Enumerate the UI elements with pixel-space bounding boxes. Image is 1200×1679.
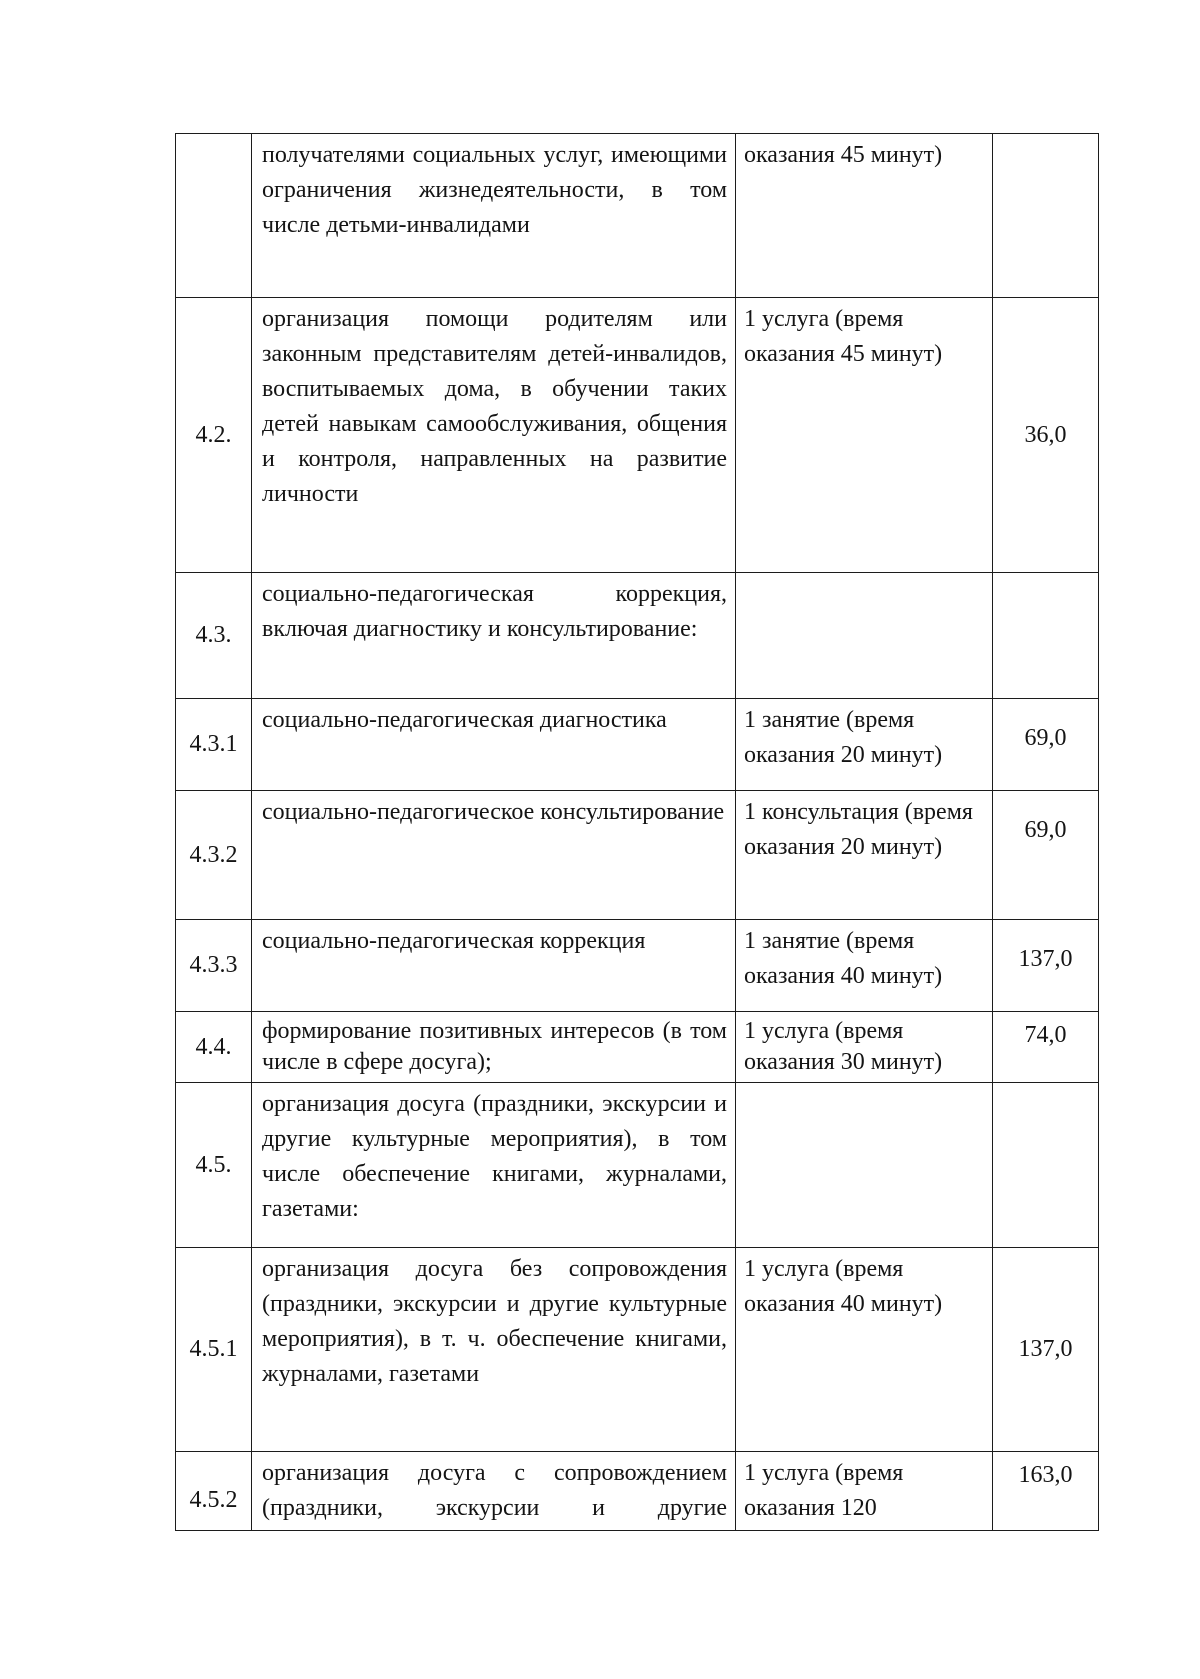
service-name: организация досуга (праздники, экскурсии и другие культурные мероприятия), в том числе обеспечение книгами, журналами, газетами:: [252, 1083, 736, 1248]
service-unit: [736, 1083, 993, 1248]
service-unit: 1 занятие (время оказания 20 минут): [736, 699, 993, 791]
service-unit: 1 занятие (время оказания 40 минут): [736, 920, 993, 1012]
table-row: [176, 791, 1099, 920]
service-name: организация досуга с сопровождением (праздники, экскурсии и другие: [252, 1452, 736, 1531]
row-number: 4.4.: [176, 1012, 252, 1083]
service-price: 137,0: [993, 920, 1099, 1012]
table-row: [176, 1083, 1099, 1248]
service-unit: 1 услуга (время оказания 30 минут): [736, 1012, 993, 1083]
table-row: [176, 699, 1099, 791]
service-name: организация досуга без сопровождения (праздники, экскурсии и другие культурные мероприятия), в т. ч. обеспечение книгами, журналами, газетами: [252, 1248, 736, 1452]
service-price: 137,0: [993, 1248, 1099, 1452]
service-price: 74,0: [993, 1012, 1099, 1083]
service-price: 69,0: [993, 699, 1099, 791]
row-number: 4.3.2: [176, 791, 252, 920]
row-number: 4.2.: [176, 298, 252, 573]
service-name: организация помощи родителям или законным представителям детей-инвалидов, воспитываемых дома, в обучении таких детей навыкам самообслуживания, общения и контроля, направленных на развитие личности: [252, 298, 736, 573]
service-price: 69,0: [993, 791, 1099, 920]
service-unit: [736, 573, 993, 699]
service-price: [993, 134, 1099, 298]
service-name: социально-педагогическая коррекция: [252, 920, 736, 1012]
table-row: [176, 573, 1099, 699]
row-number: [176, 134, 252, 298]
service-unit: 1 консультация (время оказания 20 минут): [736, 791, 993, 920]
service-name: социально-педагогическое консультирование: [252, 791, 736, 920]
table-row: [176, 1248, 1099, 1452]
row-number: 4.5.: [176, 1083, 252, 1248]
row-number: 4.3.3: [176, 920, 252, 1012]
row-number: 4.3.1: [176, 699, 252, 791]
service-price: [993, 573, 1099, 699]
services-price-table: [175, 133, 1099, 1531]
row-number: 4.5.1: [176, 1248, 252, 1452]
table-row: [176, 1012, 1099, 1083]
service-unit: 1 услуга (время оказания 120: [736, 1452, 993, 1531]
service-unit: 1 услуга (время оказания 40 минут): [736, 1248, 993, 1452]
table-row: [176, 1452, 1099, 1531]
service-name: получателями социальных услуг, имеющими ограничения жизнедеятельности, в том числе детьми-инвалидами: [252, 134, 736, 298]
table-row: [176, 920, 1099, 1012]
service-unit: 1 услуга (время оказания 45 минут): [736, 298, 993, 573]
service-name: формирование позитивных интересов (в том числе в сфере досуга);: [252, 1012, 736, 1083]
table-row: [176, 298, 1099, 573]
service-price: 163,0: [993, 1452, 1099, 1531]
service-unit: оказания 45 минут): [736, 134, 993, 298]
service-name: социально-педагогическая коррекция, включая диагностику и консультирование:: [252, 573, 736, 699]
table-row: [176, 134, 1099, 298]
row-number: 4.3.: [176, 573, 252, 699]
service-price: 36,0: [993, 298, 1099, 573]
row-number: 4.5.2: [176, 1452, 252, 1531]
service-price: [993, 1083, 1099, 1248]
service-name: социально-педагогическая диагностика: [252, 699, 736, 791]
